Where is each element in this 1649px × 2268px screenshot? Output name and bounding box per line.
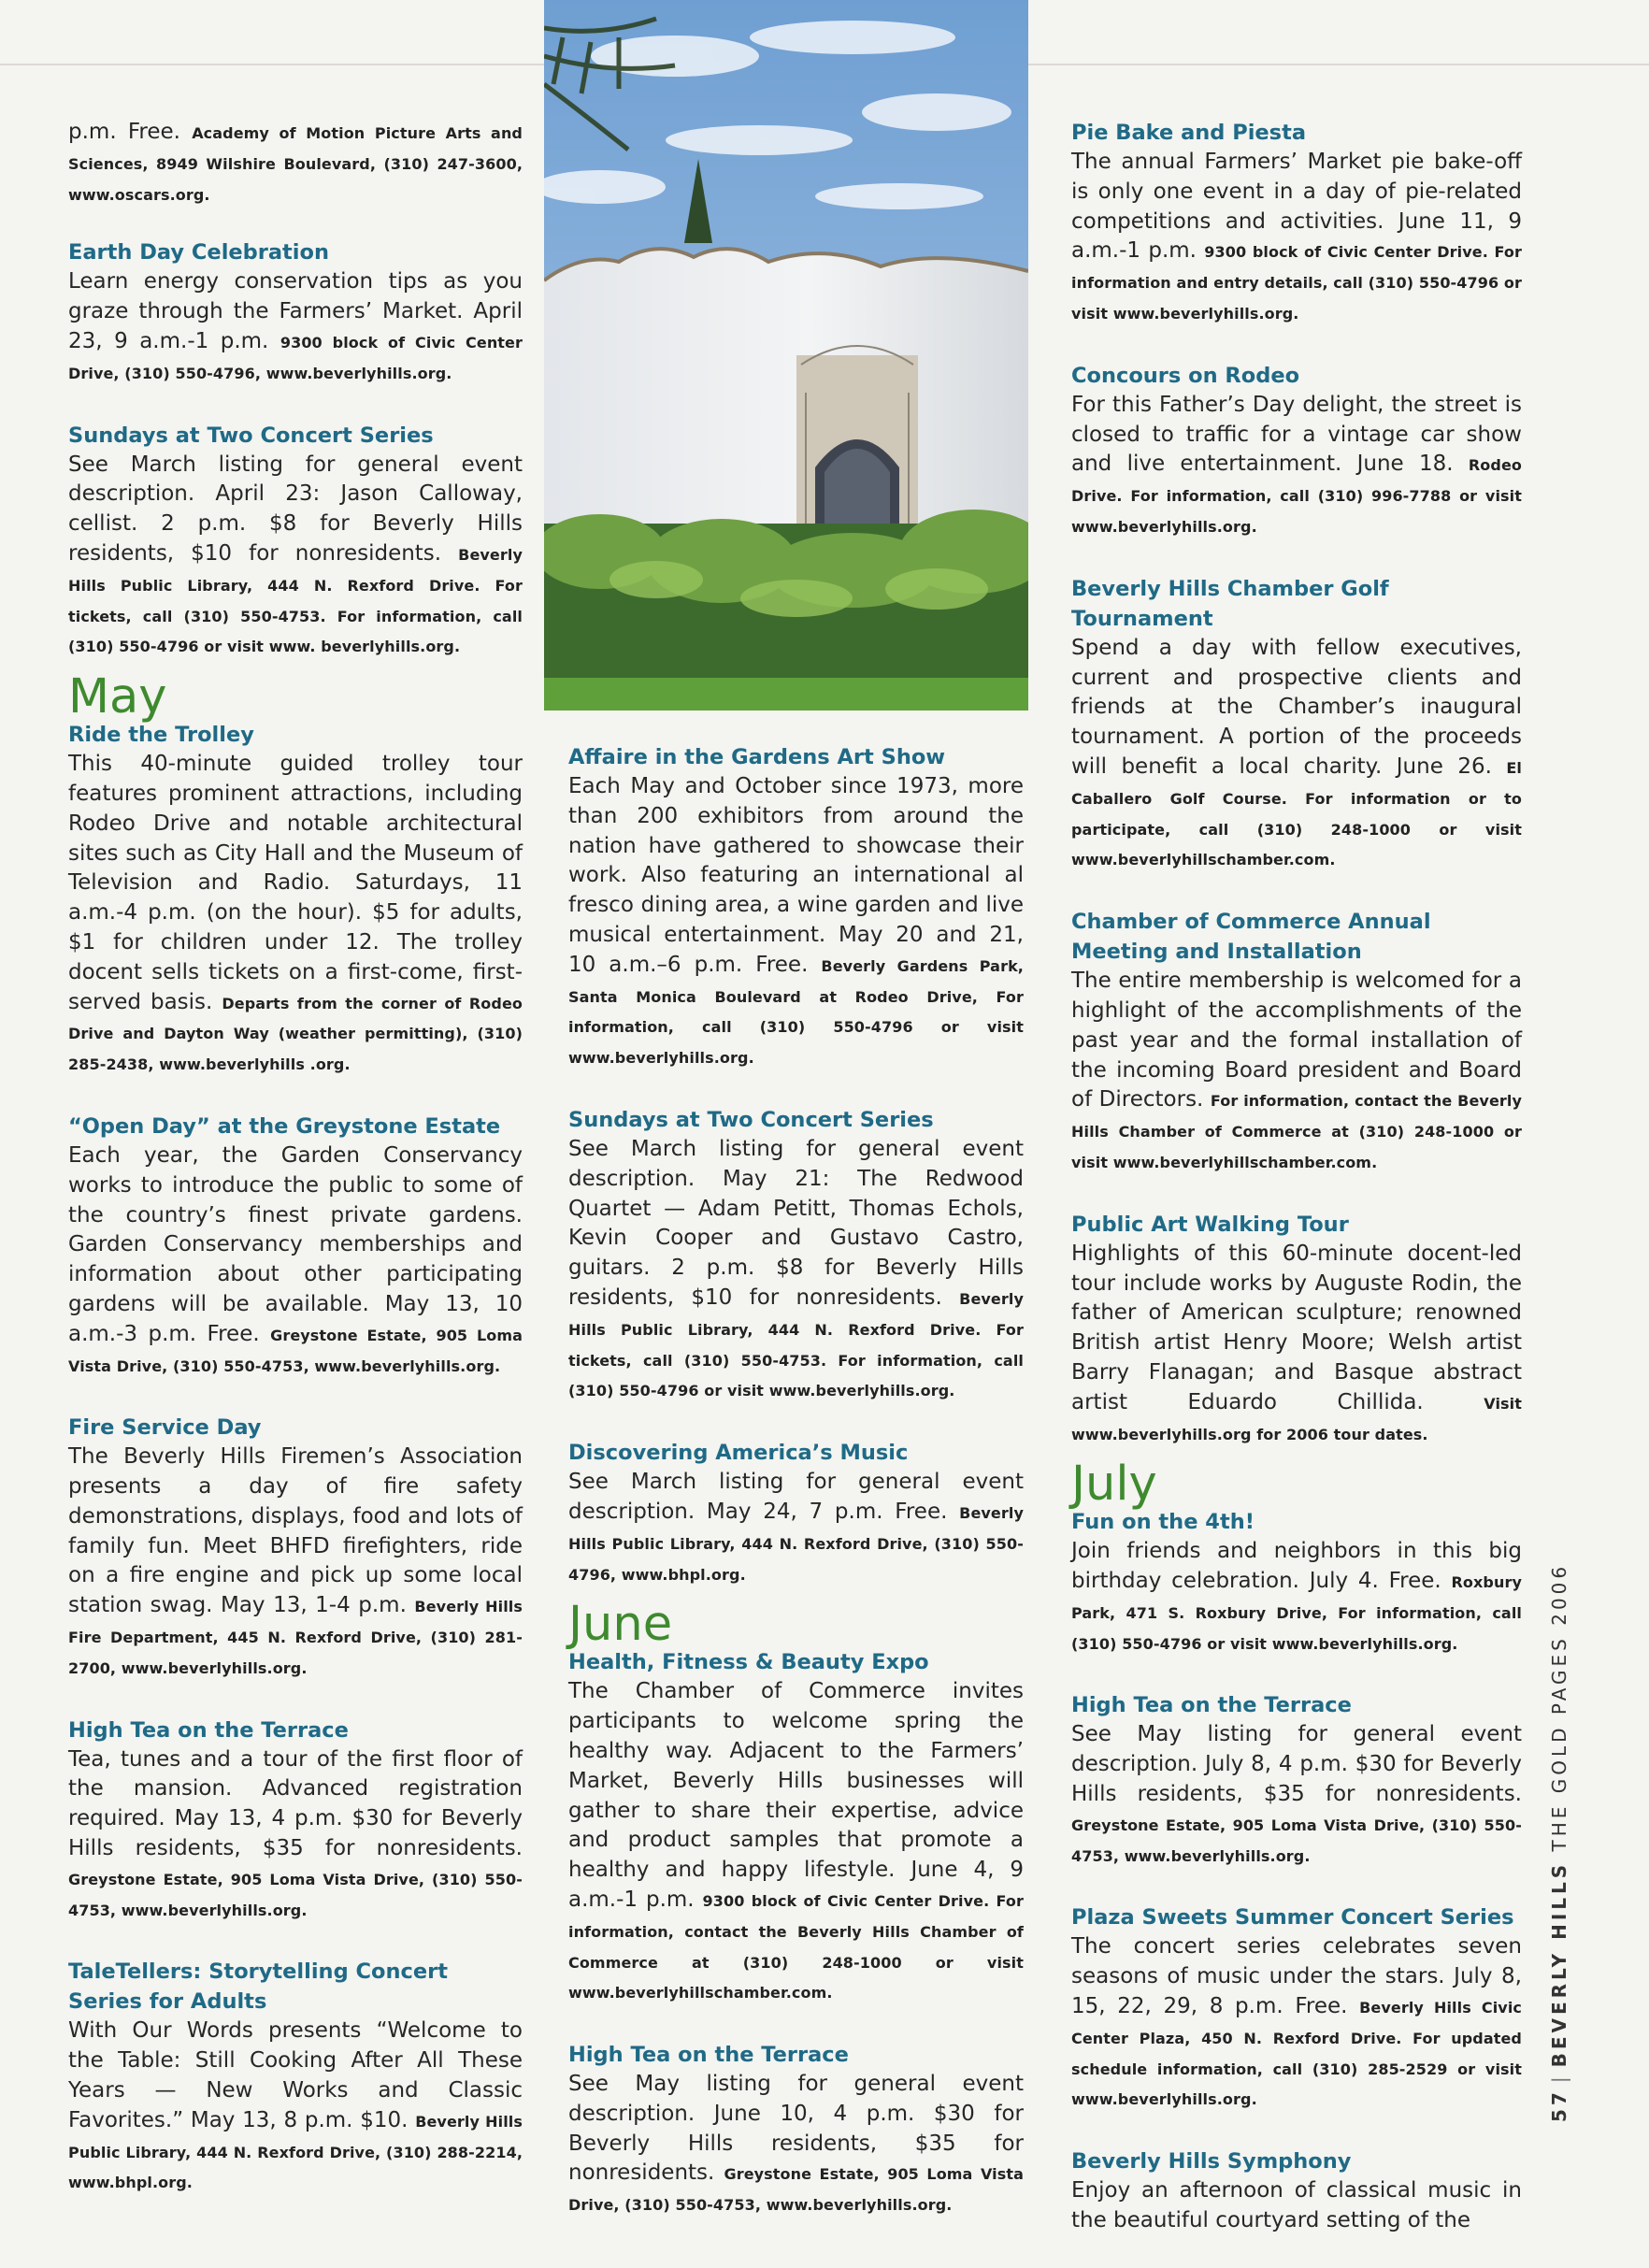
event-info: Beverly Hills Public Library, 444 N. Rexford Drive. For tickets, call (310) 550-4753. For information, call (310) 550-4796 or visit www.beverlyhills.org. (568, 1289, 1024, 1400)
event-body: See March listing for general event description. May 21: The Redwood Quartet — Adam Petitt, Thomas Echols, Kevin Cooper and Gustavo Castro, guitars. 2 p.m. $8 for Beverly Hills residents, $10 for nonresidents. Beverly Hills Public Library, 444 N. Rexford Drive. For tickets, call (310) 550-4753. For information, call (310) 550-4796 or visit www.beverlyhills.org. (568, 1136, 1024, 1400)
event-info: El Caballero Golf Course. For information or to participate, call (310) 248-1000 or visit www.beverlyhillschamber.com. (1071, 758, 1522, 869)
event-body: The annual Farmers’ Market pie bake-off is only one event in a day of pie-related competitions and activities. June 11, 9 a.m.-1 p.m. 9300 block of Civic Center Drive. For information and entry details, call (310) 550-4796 or visit www.beverlyhills.org. (1071, 150, 1522, 323)
event-info: Beverly Hills Public Library, 444 N. Rexford Drive, (310) 288-2214, www.bhpl.org. (68, 2112, 523, 2192)
event-body: See March listing for general event description. May 24, 7 p.m. Free. Beverly Hills Public Library, 444 N. Rexford Drive, (310) 550-4796, www.bhpl.org. (568, 1470, 1024, 1584)
event-body: Spend a day with fellow executives, current and prospective clients and friends at the Chamber’s inaugural tournament. A portion of the proceeds will benefit a local charity. June 26. El Caballero Golf Course. For information or to participate, call (310) 248-1000 or visit www.beverlyhillschamber.com. (1071, 635, 1522, 869)
event-info: 9300 block of Civic Center Drive. For information and entry details, call (310) 550-4796 or visit www.beverlyhills.org. (1071, 243, 1522, 323)
event-info: Academy of Motion Picture Arts and Sciences, 8949 Wilshire Boulevard, (310) 247-3600, www.oscars.org. (68, 124, 523, 204)
event-sundays-at-two-may (568, 1105, 1024, 1406)
folio-divider: | (1548, 2073, 1570, 2084)
event-discovering-americas-music (568, 1438, 1024, 1589)
event-continued (68, 118, 523, 209)
event-body: Enjoy an afternoon of classical music in the beautiful courtyard setting of the (1071, 2178, 1522, 2233)
event-info: Beverly Gardens Park, Santa Monica Boulevard at Rodeo Drive, For information, call (310) 550-4796 or visit www.beverlyhills.org. (568, 956, 1024, 1068)
event-info: Beverly Hills Public Library, 444 N. Rexford Drive. For tickets, call (310) 550-4753. For information, call (310) 550-4796 or visit www. beverlyhills.org. (68, 545, 523, 656)
month-heading-may: May (68, 669, 167, 725)
event-body: With Our Words presents “Welcome to the Table: Still Cooking After All These Years — New Works and Classic Favorites.” May 13, 8 p.m. $10. Beverly Hills Public Library, 444 N. Rexford Drive, (310) 288-2214, www.bhpl.org. (68, 2018, 523, 2192)
event-title: Health, Fitness & Beauty Expo (568, 1650, 929, 1675)
event-info: Visit www.beverlyhills.org for 2006 tour dates. (1071, 1394, 1522, 1443)
event-body: This 40-minute guided trolley tour features prominent attractions, including Rodeo Drive and notable architectural sites such as City Hall and the Museum of Television and Radio. Saturdays, 11 a.m.-4 p.m. (on the hour). $5 for adults, $1 for children under 12. The trolley docent sells tickets on a first-come, first-served basis. Departs from the corner of Rodeo Drive and Dayton Way (weather permitting), (310) 285-2438, www.beverlyhills .org. (68, 752, 523, 1074)
event-title: “Open Day” at the Greystone Estate (68, 1113, 501, 1139)
event-title: Fun on the 4th! (1071, 1510, 1255, 1535)
event-body: The entire membership is welcomed for a highlight of the accomplishments of the past year and the formal installation of the incoming Board president and Board of Directors. For information, contact the Beverly Hills Chamber of Commerce at (310) 248-1000 or visit www.beverlyhillschamber.com. (1071, 969, 1522, 1171)
event-taletellers (68, 1957, 523, 2198)
event-body: p.m. Free. Academy of Motion Picture Arts and Sciences, 8949 Wilshire Boulevard, (310) 247-3600, www.oscars.org. (68, 120, 523, 204)
event-title: Fire Service Day (68, 1415, 262, 1441)
event-title: Discovering America’s Music (568, 1441, 909, 1466)
event-title: Plaza Sweets Summer Concert Series (1071, 1905, 1514, 1931)
event-fun-on-the-4th (1071, 1507, 1522, 1658)
event-public-art-tour (1071, 1210, 1522, 1450)
event-title: Chamber of Commerce Annual Meeting and Installation (1071, 910, 1431, 965)
event-plaza-sweets (1071, 1902, 1522, 2115)
event-info: Departs from the corner of Rodeo Drive and Dayton Way (weather permitting), (310) 285-2438, www.beverlyhills .org. (68, 994, 523, 1074)
event-title: Concours on Rodeo (1071, 363, 1300, 388)
event-title: High Tea on the Terrace (68, 1717, 349, 1743)
event-concours-on-rodeo (1071, 361, 1522, 542)
event-info: Beverly Hills Public Library, 444 N. Rexford Drive, (310) 550-4796, www.bhpl.org. (568, 1503, 1024, 1584)
event-body: Tea, tunes and a tour of the first floor of the mansion. Advanced registration required. May 13, 4 p.m. $30 for Beverly Hills residents, $35 for nonresidents. Greystone Estate, 905 Loma Vista Drive, (310) 550-4753, www.beverlyhills.org. (68, 1746, 523, 1919)
event-sundays-at-two-april (68, 421, 523, 663)
event-earth-day (68, 237, 523, 388)
event-fire-service-day (68, 1413, 523, 1683)
event-body: Each May and October since 1973, more than 200 exhibitors from around the nation have gathered to showcase their work. Also featuring an international al fresco dining area, a wine garden and live musical entertainment. May 20 and 21, 10 a.m.–6 p.m. Free. Beverly Gardens Park, Santa Monica Boulevard at Rodeo Drive, For information, call (310) 550-4796 or visit www.beverlyhills.org. (568, 774, 1024, 1068)
event-info: Greystone Estate, 905 Loma Vista Drive, (310) 550-4753, www.beverlyhills.org. (568, 2165, 1024, 2215)
event-title: Earth Day Celebration (68, 240, 329, 266)
event-affaire-gardens (568, 742, 1024, 1073)
month-heading-july: July (1071, 1457, 1157, 1513)
event-info: Beverly Hills Fire Department, 445 N. Rexford Drive, (310) 281-2700, www.beverlyhills.org. (68, 1598, 523, 1677)
event-info: Greystone Estate, 905 Loma Vista Drive, (310) 550-4753, www.beverlyhills.org. (68, 1326, 523, 1375)
event-health-fitness-expo (568, 1647, 1024, 2008)
event-body: The Beverly Hills Firemen’s Association presents a day of fire safety demonstrations, displays, food and lots of family fun. Meet BHFD firefighters, ride on a fire engine and pick up some local station swag. May 13, 1-4 p.m. Beverly Hills Fire Department, 445 N. Rexford Drive, (310) 281-2700, www.beverlyhills.org. (68, 1444, 523, 1677)
event-info: Greystone Estate, 905 Loma Vista Drive, (310) 550-4753, www.beverlyhills.org. (68, 1870, 523, 1919)
event-info: 9300 block of Civic Center Drive. For information, contact the Beverly Hills Chamber of Commerce at (310) 248-1000 or visit www.beverlyhillschamber.com. (568, 1891, 1024, 2002)
publication-name: BEVERLY HILLS (1548, 1860, 1570, 2068)
event-title: Public Art Walking Tour (1071, 1212, 1349, 1237)
event-body: See May listing for general event description. July 8, 4 p.m. $30 for Beverly Hills residents, $35 for nonresidents. Greystone Estate, 905 Loma Vista Drive, (310) 550-4753, www.beverlyhills.org. (1071, 1722, 1522, 1865)
event-pie-bake (1071, 118, 1522, 329)
event-body: Each year, the Garden Conservancy works to introduce the public to some of the country’s finest private gardens. Garden Conservancy memberships and information about other participating gardens will be available. May 13, 10 a.m.-3 p.m. Free. Greystone Estate, 905 Loma Vista Drive, (310) 550-4753, www.beverlyhills.org. (68, 1142, 523, 1375)
event-title: High Tea on the Terrace (568, 2043, 849, 2068)
event-info: 9300 block of Civic Center Drive, (310) 550-4796, www.beverlyhills.org. (68, 333, 523, 382)
event-body: For this Father’s Day delight, the street is closed to traffic for a vintage car show and live entertainment. June 18. Rodeo Drive. For information, call (310) 996-7788 or visit www.beverlyhills.org. (1071, 392, 1522, 536)
event-high-tea-june (568, 2040, 1024, 2220)
event-info: Roxbury Park, 471 S. Roxbury Drive, For information, call (310) 550-4796 or visit www.beverlyhills.org. (1071, 1573, 1522, 1653)
publication-subtitle: THE GOLD PAGES 2006 (1548, 1562, 1570, 1861)
event-body: See March listing for general event description. April 23: Jason Calloway, cellist. 2 p.m. $8 for Beverly Hills residents, $10 for nonresidents. Beverly Hills Public Library, 444 N. Rexford Drive. For tickets, call (310) 550-4753. For information, call (310) 550-4796 or visit www. beverlyhills.org. (68, 452, 523, 656)
event-body: Join friends and neighbors in this big birthday celebration. July 4. Free. Roxbury Park, 471 S. Roxbury Drive, For information, call (310) 550-4796 or visit www.beverlyhills.org. (1071, 1539, 1522, 1653)
event-title: Pie Bake and Piesta (1071, 121, 1307, 145)
event-high-tea-july (1071, 1690, 1522, 1871)
event-info: Rodeo Drive. For information, call (310) 996-7788 or visit www.beverlyhills.org. (1071, 456, 1522, 536)
page-number: 57 (1548, 2089, 1570, 2122)
month-heading-june: June (568, 1597, 673, 1653)
event-ride-the-trolley (68, 720, 523, 1080)
event-info: Greystone Estate, 905 Loma Vista Drive, (310) 550-4753, www.beverlyhills.org. (1071, 1816, 1522, 1865)
event-chamber-annual-meeting (1071, 907, 1522, 1178)
event-high-tea-may (68, 1715, 523, 1926)
building-photo (544, 0, 1028, 711)
event-title: Ride the Trolley (68, 723, 254, 748)
column-middle (568, 742, 1024, 2252)
event-body: See May listing for general event description. June 10, 4 p.m. $30 for Beverly Hills residents, $35 for nonresidents. Greystone Estate, 905 Loma Vista Drive, (310) 550-4753, www.beverlyhills.org. (568, 2072, 1024, 2215)
event-title: Affaire in the Gardens Art Show (568, 745, 946, 769)
event-chamber-golf (1071, 574, 1522, 875)
event-body: The concert series celebrates seven seasons of music under the stars. July 8, 15, 22, 29, 8 p.m. Free. Beverly Hills Civic Center Plaza, 450 N. Rexford Drive. For updated schedule information, call (310) 285-2529 or visit www.beverlyhills.org. (1071, 1934, 1523, 2109)
event-body: The Chamber of Commerce invites participants to welcome spring the healthy way. Adjacent to the Farmers’ Market, Beverly Hills businesses will gather to share their expertise, advice and product samples that promote a healthy and happy lifestyle. June 4, 9 a.m.-1 p.m. 9300 block of Civic Center Drive. For information, contact the Beverly Hills Chamber of Commerce at (310) 248-1000 or visit www.beverlyhillschamber.com. (568, 1679, 1024, 2002)
event-info: For information, contact the Beverly Hills Chamber of Commerce at (310) 248-1000 or visit www.beverlyhillschamber.com. (1071, 1092, 1522, 1171)
column-left (68, 118, 523, 2230)
event-title: Beverly Hills Chamber Golf Tournament (1071, 576, 1389, 631)
page-folio (1548, 1563, 1570, 2122)
event-info: Beverly Hills Civic Center Plaza, 450 N. Rexford Drive. For updated schedule information, call (310) 285-2529 or visit www.beverlyhills.org. (1071, 1999, 1523, 2109)
event-title: Beverly Hills Symphony (1071, 2149, 1352, 2175)
event-title: Sundays at Two Concert Series (68, 423, 434, 448)
event-title: TaleTellers: Storytelling Concert Series for Adults (68, 1959, 448, 2015)
event-body: Learn energy conservation tips as you graze through the Farmers’ Market. April 23, 9 a.m.-1 p.m. 9300 block of Civic Center Drive, (310) 550-4796, www.beverlyhills.org. (68, 269, 523, 382)
column-right (1071, 118, 1522, 2268)
event-title: Sundays at Two Concert Series (568, 1107, 934, 1132)
event-body: Highlights of this 60-minute docent-led tour include works by Auguste Rodin, the father of American sculpture; renowned British artist Henry Moore; Welsh artist Barry Flanagan; and Basque abstract artist Eduardo Chillida. Visit www.beverlyhills.org for 2006 tour dates. (1071, 1241, 1522, 1443)
event-title: High Tea on the Terrace (1071, 1693, 1352, 1718)
event-bh-symphony (1071, 2146, 1522, 2236)
event-open-day-greystone (68, 1112, 523, 1381)
